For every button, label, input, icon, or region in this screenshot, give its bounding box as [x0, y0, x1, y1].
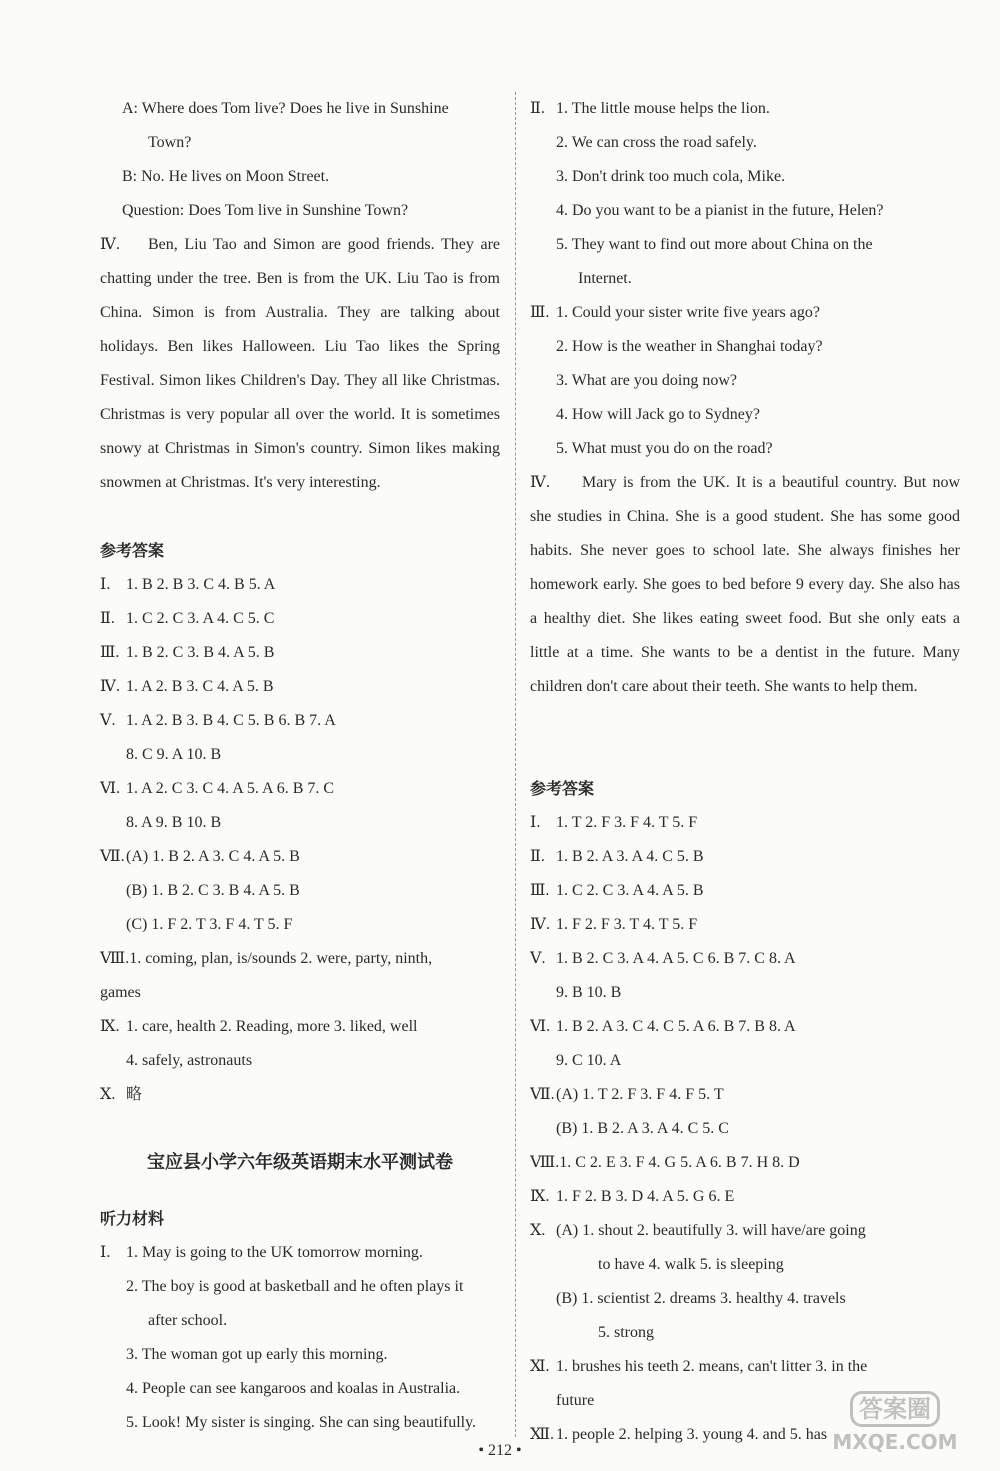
section-number: Ⅹ.: [530, 1222, 546, 1239]
section-number: Ⅱ.: [530, 848, 545, 865]
section-number: Ⅺ.: [530, 1358, 550, 1375]
line-text: 1. F 2. F 3. T 4. T 5. F: [556, 916, 698, 933]
section-number: Ⅲ.: [530, 882, 550, 899]
right.sentences-line: [530, 126, 960, 160]
right.sentences-line: [530, 432, 960, 466]
line-text: 1. The little mouse helps the lion.: [556, 100, 770, 117]
right.answers-line: [530, 1078, 960, 1112]
section-number: Ⅶ.: [100, 848, 125, 865]
right.sentences-line: [530, 228, 960, 262]
line-text: (C) 1. F 2. T 3. F 4. T 5. F: [126, 916, 293, 933]
section-number: Ⅶ.: [530, 1086, 555, 1103]
left.answers-line: [100, 976, 500, 1010]
passage-four: [100, 228, 500, 534]
line-text: Internet.: [578, 270, 632, 287]
line-text: 1. B 2. B 3. C 4. B 5. A: [126, 576, 276, 593]
section-number: Ⅴ.: [100, 712, 116, 729]
right.answers-line: [530, 1180, 960, 1214]
left.answers-line: [100, 602, 500, 636]
right.answers-line: [530, 1350, 960, 1384]
section-number: Ⅻ.: [530, 1426, 555, 1443]
right.sentences-line: [530, 194, 960, 228]
right.answers-line: [530, 1010, 960, 1044]
passage-text: Mary is from the UK. It is a beautiful country. But now she studies in China. She is a good student. She has some good habits. She never goes to school late. She always finishes her homework early. She goes to bed before 9 every day. She also has a healthy diet. She likes eating sweet food. But she only eats a little at a time. She wants to be a dentist in the future. Many children don't care about their teeth. She wants to help them.: [530, 474, 960, 695]
line-text: 1. B 2. A 3. A 4. C 5. B: [556, 848, 704, 865]
right.sentences-line: [530, 296, 960, 330]
line-text: 1. C 2. E 3. F 4. G 5. A 6. B 7. H 8. D: [559, 1154, 800, 1171]
dialogue-line: Question: Does Tom live in Sunshine Town?: [122, 202, 409, 219]
section-number: Ⅱ.: [530, 100, 545, 117]
right.sentences-line: [530, 160, 960, 194]
line-text: (A) 1. B 2. A 3. C 4. A 5. B: [126, 848, 300, 865]
line-text: future: [556, 1392, 595, 1409]
section-number: Ⅰ.: [100, 1244, 111, 1261]
test-title: 宝应县小学六年级英语期末水平测试卷: [147, 1152, 453, 1173]
section-number: Ⅳ.: [530, 916, 550, 933]
left.listening-line: [100, 1372, 500, 1406]
left.answers-line: [100, 1044, 500, 1078]
right.answers-line: [530, 1316, 960, 1350]
line-text: 5. They want to find out more about China on the: [556, 236, 873, 253]
right.answers-line: [530, 1112, 960, 1146]
left.answers-line: [100, 942, 500, 976]
right.answers-line: [530, 1146, 960, 1180]
right.answers-line: [530, 806, 960, 840]
right.answers-line: [530, 1214, 960, 1248]
dialogue-line: B: No. He lives on Moon Street.: [122, 168, 330, 185]
line-text: 1. F 2. B 3. D 4. A 5. G 6. E: [556, 1188, 735, 1205]
line-text: 8. C 9. A 10. B: [126, 746, 222, 763]
right.answers-line: [530, 976, 960, 1010]
line-text: games: [100, 984, 141, 1001]
line-text: 4. Do you want to be a pianist in the future, Helen?: [556, 202, 884, 219]
line-text: (B) 1. B 2. C 3. B 4. A 5. B: [126, 882, 300, 899]
section-number: Ⅱ.: [100, 610, 115, 627]
line-text: 4. People can see kangaroos and koalas in Australia.: [126, 1380, 461, 1397]
dialogue-line: A: Where does Tom live? Does he live in Sunshine: [122, 100, 449, 117]
left-column: [100, 92, 500, 1440]
watermark-url: MXQE.COM: [832, 1430, 958, 1454]
line-text: 2. How is the weather in Shanghai today?: [556, 338, 823, 355]
section-number: Ⅹ.: [100, 1086, 116, 1103]
line-text: 1. coming, plan, is/sounds 2. were, party, ninth,: [129, 950, 433, 967]
passage-four-right: [530, 466, 960, 772]
left.answers-line: [100, 704, 500, 738]
answers-heading: 参考答案: [100, 541, 165, 560]
line-text: 4. How will Jack go to Sydney?: [556, 406, 760, 423]
watermark-badge: 答案圈: [850, 1391, 940, 1427]
section-number: Ⅰ.: [530, 814, 541, 831]
line-text: 4. safely, astronauts: [126, 1052, 253, 1069]
passage-text: Ben, Liu Tao and Simon are good friends. They are chatting under the tree. Ben is from the UK. Liu Tao is from China. Simon is from Australia. They are talking about holidays. Ben likes Halloween. Liu Tao likes the Spring Festival. Simon likes Children's Day. They all like Christmas. Christmas is very popular all over the world. It is sometimes snowy at Christmas in Simon's country. Simon likes making snowmen at Christmas. It's very interesting.: [100, 236, 500, 491]
left.answers-line: [100, 738, 500, 772]
line-text: 3. What are you doing now?: [556, 372, 737, 389]
left.answers-line: [100, 1078, 500, 1112]
right.sentences-line: [530, 92, 960, 126]
line-text: 5. strong: [598, 1324, 654, 1341]
left.answers-line: [100, 772, 500, 806]
listening-heading: 听力材料: [100, 1209, 165, 1228]
section-number: Ⅸ.: [100, 1018, 120, 1035]
right.sentences-line: [530, 398, 960, 432]
left.answers-line: [100, 806, 500, 840]
line-text: 3. Don't drink too much cola, Mike.: [556, 168, 786, 185]
line-text: 1. B 2. A 3. C 4. C 5. A 6. B 7. B 8. A: [556, 1018, 796, 1035]
right.answers-line: [530, 908, 960, 942]
section-number: Ⅰ.: [100, 576, 111, 593]
right.sentences-line: [530, 262, 960, 296]
left.answers-line: [100, 1010, 500, 1044]
line-text: 2. The boy is good at basketball and he often plays it: [126, 1278, 464, 1295]
left.listening-line: [100, 1236, 500, 1270]
line-text: (B) 1. B 2. A 3. A 4. C 5. C: [556, 1120, 729, 1137]
line-text: 1. A 2. B 3. B 4. C 5. B 6. B 7. A: [126, 712, 336, 729]
line-text: 2. We can cross the road safely.: [556, 134, 757, 151]
right.answers-line: [530, 1044, 960, 1078]
dialogue-line: Town?: [148, 134, 192, 151]
line-text: 1. people 2. helping 3. young 4. and 5. has: [556, 1426, 828, 1443]
section-number: Ⅷ.: [100, 950, 130, 967]
section-number: Ⅳ.: [100, 678, 120, 695]
line-text: 1. C 2. C 3. A 4. C 5. C: [126, 610, 275, 627]
section-number: Ⅵ.: [530, 1018, 551, 1035]
answers-heading: 参考答案: [530, 779, 595, 798]
right.sentences-line: [530, 330, 960, 364]
line-text: 1. brushes his teeth 2. means, can't litter 3. in the: [556, 1358, 868, 1375]
section-number: Ⅵ.: [100, 780, 121, 797]
section-number: Ⅷ.: [530, 1154, 560, 1171]
line-text: (A) 1. T 2. F 3. F 4. F 5. T: [556, 1086, 724, 1103]
left.answers-line: [100, 874, 500, 908]
right.answers-line: [530, 1282, 960, 1316]
section-number: Ⅴ.: [530, 950, 546, 967]
line-text: 1. Could your sister write five years ago?: [556, 304, 820, 321]
line-text: 1. A 2. B 3. C 4. A 5. B: [126, 678, 274, 695]
watermark-logo: [820, 1391, 970, 1461]
line-text: 略: [126, 1086, 143, 1103]
section-number: Ⅳ.: [100, 236, 120, 253]
line-text: 1. B 2. C 3. A 4. A 5. C 6. B 7. C 8. A: [556, 950, 796, 967]
section-number: Ⅲ.: [530, 304, 550, 321]
page-number: • 212 •: [478, 1442, 522, 1459]
right.answers-line: [530, 874, 960, 908]
line-text: 1. B 2. C 3. B 4. A 5. B: [126, 644, 275, 661]
section-number: Ⅸ.: [530, 1188, 550, 1205]
right.answers-line: [530, 1248, 960, 1282]
section-number: Ⅳ.: [530, 474, 550, 491]
line-text: (A) 1. shout 2. beautifully 3. will have/are going: [556, 1222, 866, 1239]
left.answers-line: [100, 670, 500, 704]
line-text: 5. Look! My sister is singing. She can sing beautifully.: [126, 1414, 477, 1431]
left.answers-line: [100, 908, 500, 942]
line-text: (B) 1. scientist 2. dreams 3. healthy 4. travels: [556, 1290, 846, 1307]
left.listening-line: [100, 1304, 500, 1338]
line-text: 1. T 2. F 3. F 4. T 5. F: [556, 814, 698, 831]
line-text: 1. care, health 2. Reading, more 3. liked, well: [126, 1018, 418, 1035]
right-column: [530, 92, 960, 1452]
line-text: 9. C 10. A: [556, 1052, 622, 1069]
right.answers-line: [530, 942, 960, 976]
column-divider: [515, 92, 516, 1437]
line-text: after school.: [148, 1312, 228, 1329]
left.answers-line: [100, 840, 500, 874]
line-text: 1. May is going to the UK tomorrow morning.: [126, 1244, 423, 1261]
line-text: 1. C 2. C 3. A 4. A 5. B: [556, 882, 704, 899]
line-text: 1. A 2. C 3. C 4. A 5. A 6. B 7. C: [126, 780, 335, 797]
left.listening-line: [100, 1270, 500, 1304]
line-text: 3. The woman got up early this morning.: [126, 1346, 388, 1363]
left.answers-line: [100, 568, 500, 602]
right.sentences-line: [530, 364, 960, 398]
left.listening-line: [100, 1338, 500, 1372]
line-text: 9. B 10. B: [556, 984, 622, 1001]
line-text: 8. A 9. B 10. B: [126, 814, 222, 831]
left.answers-line: [100, 636, 500, 670]
section-number: Ⅲ.: [100, 644, 120, 661]
line-text: 5. What must you do on the road?: [556, 440, 773, 457]
line-text: to have 4. walk 5. is sleeping: [598, 1256, 784, 1273]
left.listening-line: [100, 1406, 500, 1440]
right.answers-line: [530, 840, 960, 874]
